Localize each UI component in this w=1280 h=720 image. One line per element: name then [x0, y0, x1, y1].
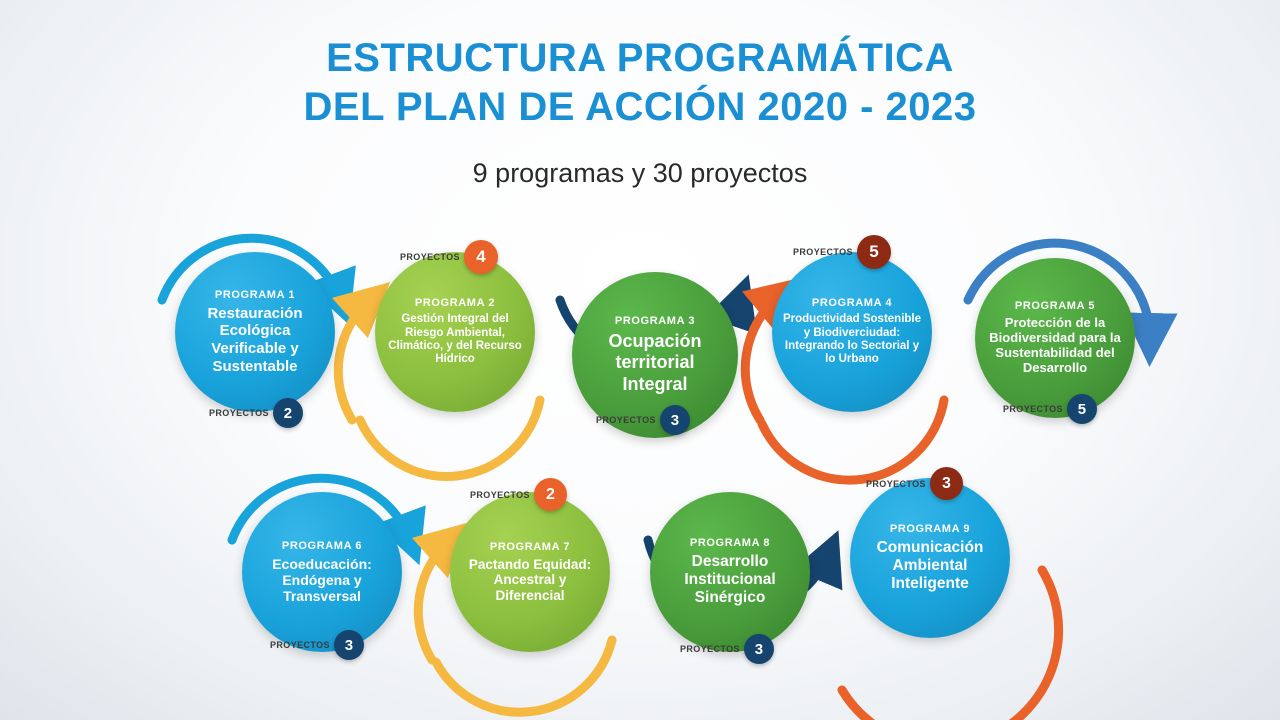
- node-program-label: PROGRAMA 3: [614, 315, 696, 328]
- badge-programa-7: [470, 478, 567, 511]
- page-subtitle: 9 programas y 30 proyectos: [472, 157, 808, 188]
- node-program-label: PROGRAMA 4: [811, 297, 893, 310]
- node-program-label: PROGRAMA 8: [689, 536, 771, 549]
- badge-programa-9: [866, 467, 963, 500]
- projects-count: 2: [534, 478, 567, 511]
- projects-count: 3: [744, 634, 774, 664]
- node-program-label: PROGRAMA 1: [214, 288, 296, 301]
- node-program-name: Productividad Sostenible y Biodiverciudad: Integrando lo Sectorial y lo Urbano: [782, 313, 922, 366]
- projects-count: 2: [273, 398, 303, 428]
- projects-label: PROYECTOS: [866, 478, 926, 489]
- node-program-label: PROGRAMA 6: [281, 539, 363, 552]
- badge-programa-4: [793, 235, 891, 269]
- node-programa-6[interactable]: [242, 492, 402, 652]
- badge-programa-1: [209, 398, 303, 428]
- projects-label: PROYECTOS: [1003, 404, 1063, 414]
- badge-programa-8: [680, 634, 774, 664]
- projects-count: 3: [334, 630, 364, 660]
- node-program-name: Ocupación territorial Integral: [608, 331, 702, 394]
- projects-label: PROYECTOS: [596, 415, 656, 425]
- node-program-label: PROGRAMA 5: [1014, 300, 1096, 313]
- node-program-name: Comunicación Ambiental Inteligente: [876, 538, 984, 593]
- node-programa-8[interactable]: [650, 492, 810, 652]
- node-programa-7[interactable]: [450, 489, 610, 652]
- projects-count: 5: [1067, 394, 1097, 424]
- node-program-label: PROGRAMA 2: [414, 297, 496, 310]
- badge-programa-6: [270, 630, 364, 660]
- node-program-name: Pactando Equidad: Ancestral y Diferencial: [468, 556, 592, 603]
- projects-count: 4: [464, 240, 498, 274]
- projects-count: 3: [660, 405, 690, 435]
- node-program-name: Ecoeducación: Endógena y Transversal: [272, 555, 372, 605]
- badge-programa-3: [596, 405, 690, 435]
- projects-label: PROYECTOS: [793, 247, 853, 257]
- page-title-line-1: ESTRUCTURA PROGRAMÁTICA: [326, 36, 954, 80]
- projects-label: PROYECTOS: [209, 408, 269, 418]
- node-program-name: Protección de la Biodiversidad para la Sustentabilidad del Desarrollo: [989, 315, 1121, 375]
- node-program-label: PROGRAMA 7: [489, 540, 571, 553]
- node-program-name: Gestión Integral del Riesgo Ambiental, Climático, y del Recurso Hídrico: [388, 313, 522, 366]
- projects-count: 3: [930, 467, 963, 500]
- node-programa-9[interactable]: [850, 478, 1010, 638]
- projects-label: PROYECTOS: [400, 252, 460, 262]
- projects-label: PROYECTOS: [270, 640, 330, 650]
- projects-label: PROYECTOS: [470, 489, 530, 500]
- node-programa-2[interactable]: [375, 252, 535, 412]
- badge-programa-5: [1003, 394, 1097, 424]
- node-program-name: Restauración Ecológica Verificable y Sustentable: [207, 304, 303, 375]
- projects-label: PROYECTOS: [680, 644, 740, 654]
- node-programa-1[interactable]: [175, 252, 335, 412]
- projects-count: 5: [857, 235, 891, 269]
- page-title-line-2: DEL PLAN DE ACCIÓN 2020 - 2023: [303, 84, 977, 129]
- node-program-name: Desarrollo Institucional Sinérgico: [684, 552, 776, 607]
- node-program-label: PROGRAMA 9: [889, 522, 971, 535]
- node-programa-4[interactable]: [772, 252, 932, 412]
- badge-programa-2: [400, 240, 498, 274]
